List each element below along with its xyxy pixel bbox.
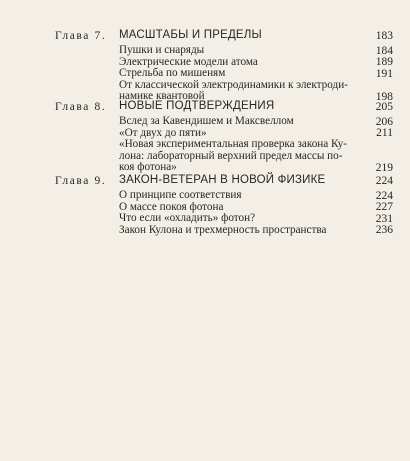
section-page-number: 219: [375, 161, 393, 174]
list-item: [119, 139, 393, 174]
list-item: [119, 116, 393, 128]
section-title: Пушки и снаряды: [119, 44, 205, 56]
section-list: [119, 116, 393, 174]
section-page-number: 184: [375, 44, 393, 57]
section-page-number: 198: [375, 90, 393, 103]
chapter-page-number: 224: [375, 175, 393, 187]
section-title: Электрические модели атома: [119, 55, 258, 68]
section-page-number: 189: [375, 56, 393, 69]
chapter-page-number: 183: [375, 30, 393, 42]
list-item: [119, 45, 393, 57]
section-page-number: 231: [375, 212, 393, 225]
chapter-7: [0, 29, 410, 103]
chapter-9: [0, 174, 410, 237]
chapter-heading: [0, 30, 410, 46]
section-title: Стрельба по мишеням: [119, 67, 226, 80]
section-title: «От двух до пяти»: [119, 126, 207, 139]
section-page-number: 236: [375, 224, 393, 237]
chapter-title: ЗАКОН-ВЕТЕРАН В НОВОЙ ФИЗИКЕ: [119, 174, 326, 186]
section-title: От классической электродинамики к электроди- намике квантовой: [119, 78, 348, 103]
section-title: Вслед за Кавендишем и Максвеллом: [119, 115, 294, 127]
chapter-label: Глава 8.: [55, 101, 107, 113]
section-list: [119, 45, 393, 103]
section-page-number: 211: [376, 127, 393, 140]
list-item: [119, 225, 393, 237]
chapter-label: Глава 9.: [55, 175, 107, 187]
section-title: О принципе соответствия: [119, 189, 242, 201]
section-title: Закон Кулона и трехмерность пространства: [119, 223, 327, 236]
section-title: Что если «охладить» фотон?: [119, 212, 256, 225]
section-page-number: 191: [375, 67, 393, 80]
section-page-number: 206: [375, 115, 393, 128]
chapter-title: НОВЫЕ ПОДТВЕРЖДЕНИЯ: [119, 100, 275, 112]
chapter-page-number: 205: [375, 101, 393, 113]
section-title: «Новая экспериментальная проверка закона Ку- лона: лабораторный верхний предел массы по- коя фотона»: [119, 138, 347, 174]
list-item: [119, 190, 393, 202]
chapter-label: Глава 7.: [55, 30, 107, 42]
section-page-number: 227: [375, 201, 393, 214]
chapter-8: [0, 100, 410, 174]
section-list: [119, 190, 393, 236]
section-page-number: 224: [375, 189, 393, 202]
chapter-title: МАСШТАБЫ И ПРЕДЕЛЫ: [119, 29, 262, 41]
section-title: О массе покоя фотона: [119, 200, 224, 213]
